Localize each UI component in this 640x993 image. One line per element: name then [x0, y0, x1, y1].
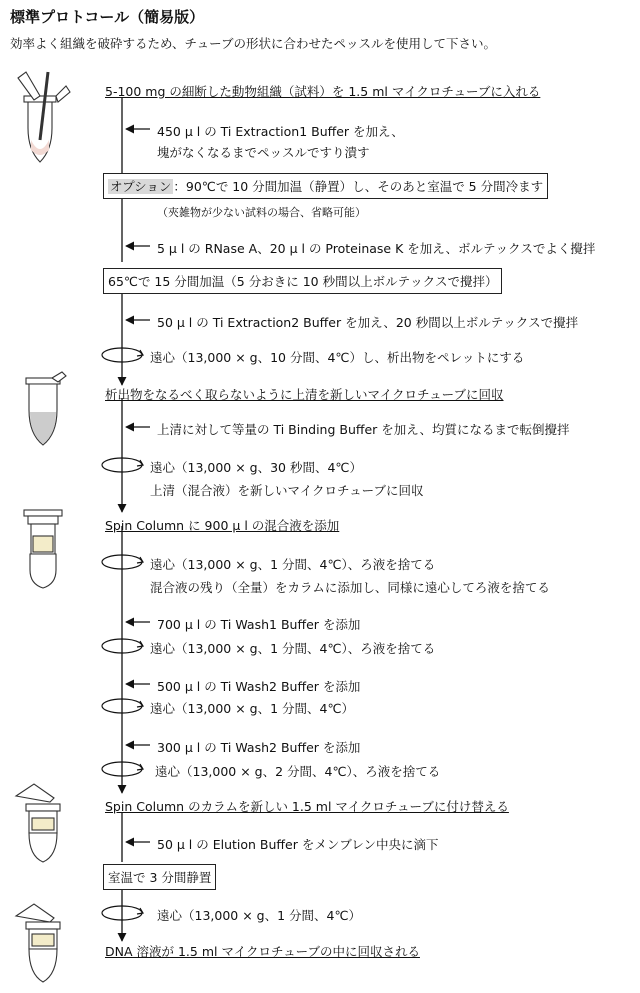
spin-column-icon [24, 510, 62, 588]
step-collect-supernatant: 析出物をなるべく取らないように上清を新しいマイクロチューブに回収 [105, 387, 504, 402]
step-wash2-add-500: 500 μ l の Ti Wash2 Buffer を添加 [157, 679, 361, 694]
step-grind: 塊がなくなるまでペッスルですり潰す [157, 145, 370, 160]
dna-tube-icon [16, 904, 60, 982]
step-elution-buffer: 50 μ l の Elution Buffer をメンブレン中央に滴下 [157, 837, 439, 852]
step-incubate-65: 65℃で 15 分間加温（5 分おきに 10 秒間以上ボルテックスで攪拌） [103, 268, 502, 294]
step-transfer-column: Spin Column のカラムを新しい 1.5 ml マイクロチューブに付け替える [105, 799, 509, 814]
microtube-pestle-icon [18, 72, 70, 162]
step-rnase-proteinase: 5 μ l の RNase A、20 μ l の Proteinase K を加え、ボルテックスでよく攪拌 [157, 241, 596, 256]
step-spin-column-load: Spin Column に 900 μ l の混合液を添加 [105, 518, 340, 533]
step-option-note: （夾雑物が少ない試料の場合、省略可能） [157, 206, 366, 219]
microtube-icon [26, 372, 66, 445]
step-collect-mixture: 上清（混合液）を新しいマイクロチューブに回収 [150, 483, 424, 498]
page-title: 標準プロトコール（簡易版） [10, 8, 205, 26]
step-load-remaining: 混合液の残り（全量）をカラムに添加し、同様に遠心してろ液を捨てる [150, 580, 550, 595]
step-sample-input: 5-100 mg の細断した動物組織（試料）を 1.5 ml マイクロチューブに入れる [105, 84, 541, 99]
step-centrifuge-3: 遠心（13,000 × g、1 分間、4℃）、ろ液を捨てる [150, 557, 436, 572]
step-centrifuge-2: 遠心（13,000 × g、30 秒間、4℃） [150, 460, 362, 475]
step-centrifuge-6: 遠心（13,000 × g、2 分間、4℃）、ろ液を捨てる [155, 764, 441, 779]
option-label: オプション [110, 179, 172, 194]
option-text: ：90℃で 10 分間加温（静置）し、そのあと室温で 5 分間冷ます [173, 179, 544, 194]
step-binding-buffer: 上清に対して等量の Ti Binding Buffer を加え、均質になるまで転倒攪拌 [157, 422, 570, 437]
page-subtitle: 効率よく組織を破砕するため、チューブの形状に合わせたペッスルを使用して下さい。 [10, 36, 497, 51]
step-wash1-add: 700 μ l の Ti Wash1 Buffer を添加 [157, 617, 361, 632]
step-centrifuge-4: 遠心（13,000 × g、1 分間、4℃）、ろ液を捨てる [150, 641, 436, 656]
step-extraction2-add: 50 μ l の Ti Extraction2 Buffer を加え、20 秒間以上ボルテックスで攪拌 [157, 315, 579, 330]
column-transfer-icon [16, 784, 60, 862]
step-room-temp-incubate: 室温で 3 分間静置 [103, 864, 216, 890]
step-centrifuge-7: 遠心（13,000 × g、1 分間、4℃） [157, 908, 362, 923]
step-extraction1-add: 450 μ l の Ti Extraction1 Buffer を加え、 [157, 124, 404, 139]
step-centrifuge-5: 遠心（13,000 × g、1 分間、4℃） [150, 701, 355, 716]
reagent-arrows [126, 129, 150, 842]
step-option-box [103, 173, 548, 199]
step-dna-collected: DNA 溶液が 1.5 ml マイクロチューブの中に回収される [105, 944, 420, 959]
step-centrifuge-1: 遠心（13,000 × g、10 分間、4℃）し、析出物をペレットにする [150, 350, 525, 365]
step-wash2-add-300: 300 μ l の Ti Wash2 Buffer を添加 [157, 740, 361, 755]
